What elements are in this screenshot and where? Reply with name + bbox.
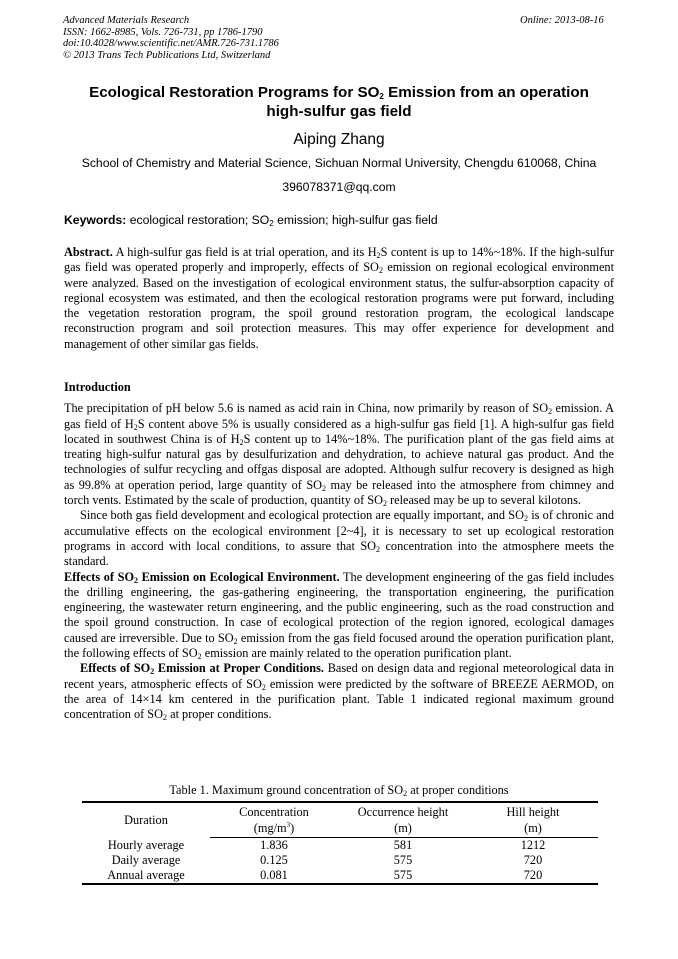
proper-conditions-paragraph: Effects of $SO_2$ Emission at Proper Conditions. Based on design data and regional meteorological data in recent years, atmospheric effects of $SO_2$ emission were predicted by the software of BREEZE AERMOD, on the area of 14×14 km centered in the purification plant. Table 1 indicated regional maximum ground concentration of $SO_2$ at proper conditions. xyxy=(64,661,615,723)
paper-title: Ecological Restoration Programs for $SO_2$ Emission from an operation high-sulfur gas field xyxy=(89,84,589,120)
cell-occurrence: 575 xyxy=(393,853,413,867)
cell-duration: Annual average xyxy=(82,868,210,884)
cell-concentration: 0.081 xyxy=(210,868,338,884)
cell-hill: 1212 xyxy=(520,838,546,852)
cell-hill: 720 xyxy=(523,853,543,867)
author-name: Aiping Zhang xyxy=(293,131,385,148)
effects-heading: Effects of $SO_2$ Emission on Ecological Environment. xyxy=(64,569,340,585)
cell-occurrence: 575 xyxy=(338,868,468,884)
online-date: Online: 2013-08-16 xyxy=(520,15,604,26)
issn-line: ISSN: 1662-8985, Vols. 726-731, pp 1786-1790 xyxy=(63,26,263,38)
copyright-line: © 2013 Trans Tech Publications Ltd, Switzerland xyxy=(63,49,271,61)
abstract: Abstract. A high-sulfur gas field is at trial operation, and its $H_2S$ content is up to 14%~18%. If the high-sulfur gas field was operated properly and improperly, effects of $SO_2$ emission on regional ecological environment were analyzed. Based on the investigation of ecological environment status, the sulfur-absorption capacity of regional ecosystem was estimated, and then the ecological restoration programs were put forward, including the vegetation restoration program, the spoil ground restoration program, the ecological landscape reconstruction program and soil protection measures. This may offer experience for development and management of other similar gas fields. xyxy=(64,245,614,351)
table-row xyxy=(82,853,598,868)
header-occurrence-height: Occurrence height xyxy=(338,802,468,821)
journal-name: Advanced Materials Research xyxy=(63,15,190,26)
table-caption: Table 1. Maximum ground concentration of $SO_2$ at proper conditions xyxy=(169,783,509,798)
introduction-section xyxy=(64,380,614,723)
author-email[interactable]: 396078371@qq.com xyxy=(282,180,396,194)
affiliation: School of Chemistry and Material Science, Sichuan Normal University, Chengdu 610068, China xyxy=(81,156,597,170)
header-concentration: Concentration xyxy=(210,802,338,821)
effects-paragraph: Effects of $SO_2$ Emission on Ecological Environment. The development engineering of the gas field includes the drilling engineering, the gas-gathering engineering, the transportation engineering, the purification engineering, the wastewater return engineering, and the public engineering, such as the road construction and the spoil ground construction. In case of ecological protection of the region ignored, ecological damages caused are irreversible. Due to $SO_2$ emission from the gas field focused around the operation purification plant, the following effects of $SO_2$ emission are mainly related to the operation purification plant. xyxy=(64,569,614,662)
header-occurrence-unit: (m) xyxy=(338,821,468,838)
doi-line: doi:10.4028/www.scientific.net/AMR.726-731.1786 xyxy=(63,38,279,49)
cell-duration: Hourly average xyxy=(107,837,185,852)
table-row xyxy=(82,868,598,884)
header-hill-height: Hill height xyxy=(468,802,598,821)
keywords: Keywords: ecological restoration; $SO_2$ emission; high-sulfur gas field xyxy=(64,213,438,228)
journal-header xyxy=(63,15,279,61)
intro-paragraph-1: The precipitation of pH below 5.6 is named as acid rain in China, now primarily by reason of $SO_2$ emission. A gas field of $H_2S$ content above 5% is usually considered as a high-sulfur gas field [1]. A high-sulfur gas field located in southwest China is of $H_2S$ content up to 14%~18%. The purification plant of the gas field aims at treating high-sulfur natural gas by desulfurization and dehydration, to achieve natural gas product. And the technologies of sulfur recycling and offgas disposal are adopted. Although sulfur recovery is designed as high as 99.8% at operation period, large quantity of $SO_2$ may be released into the atmosphere from chimney and torch vents. Estimated by the scale of production, quantity of $SO_2$ released may be up to several kilotons. xyxy=(64,401,614,509)
cell-concentration: 1.836 xyxy=(260,838,288,852)
header-hill-unit: (m) xyxy=(468,821,598,838)
keywords-label: Keywords: xyxy=(64,213,127,227)
table-row xyxy=(82,838,598,854)
cell-occurrence: 581 xyxy=(393,838,413,852)
cell-duration: Daily average xyxy=(111,853,181,867)
header-duration: Duration xyxy=(82,802,210,838)
introduction-heading: Introduction xyxy=(64,380,131,394)
header-concentration-unit: $(mg/m^3)$ xyxy=(210,821,338,838)
cell-hill: 720 xyxy=(468,868,598,884)
proper-conditions-heading: Effects of $SO_2$ Emission at Proper Conditions. xyxy=(80,661,324,677)
abstract-label: Abstract. xyxy=(64,245,113,259)
cell-concentration: 0.125 xyxy=(260,853,288,867)
concentration-table xyxy=(82,801,598,885)
intro-paragraph-2: Since both gas field development and ecological protection are equally important, and $SO_2$ is of chronic and accumulative effects on the ecological environment [2~4], it is necessary to set up ecological restoration programs in accord with local conditions, to assure that $SO_2$ concentration into the atmosphere meets the standard. xyxy=(64,508,615,569)
